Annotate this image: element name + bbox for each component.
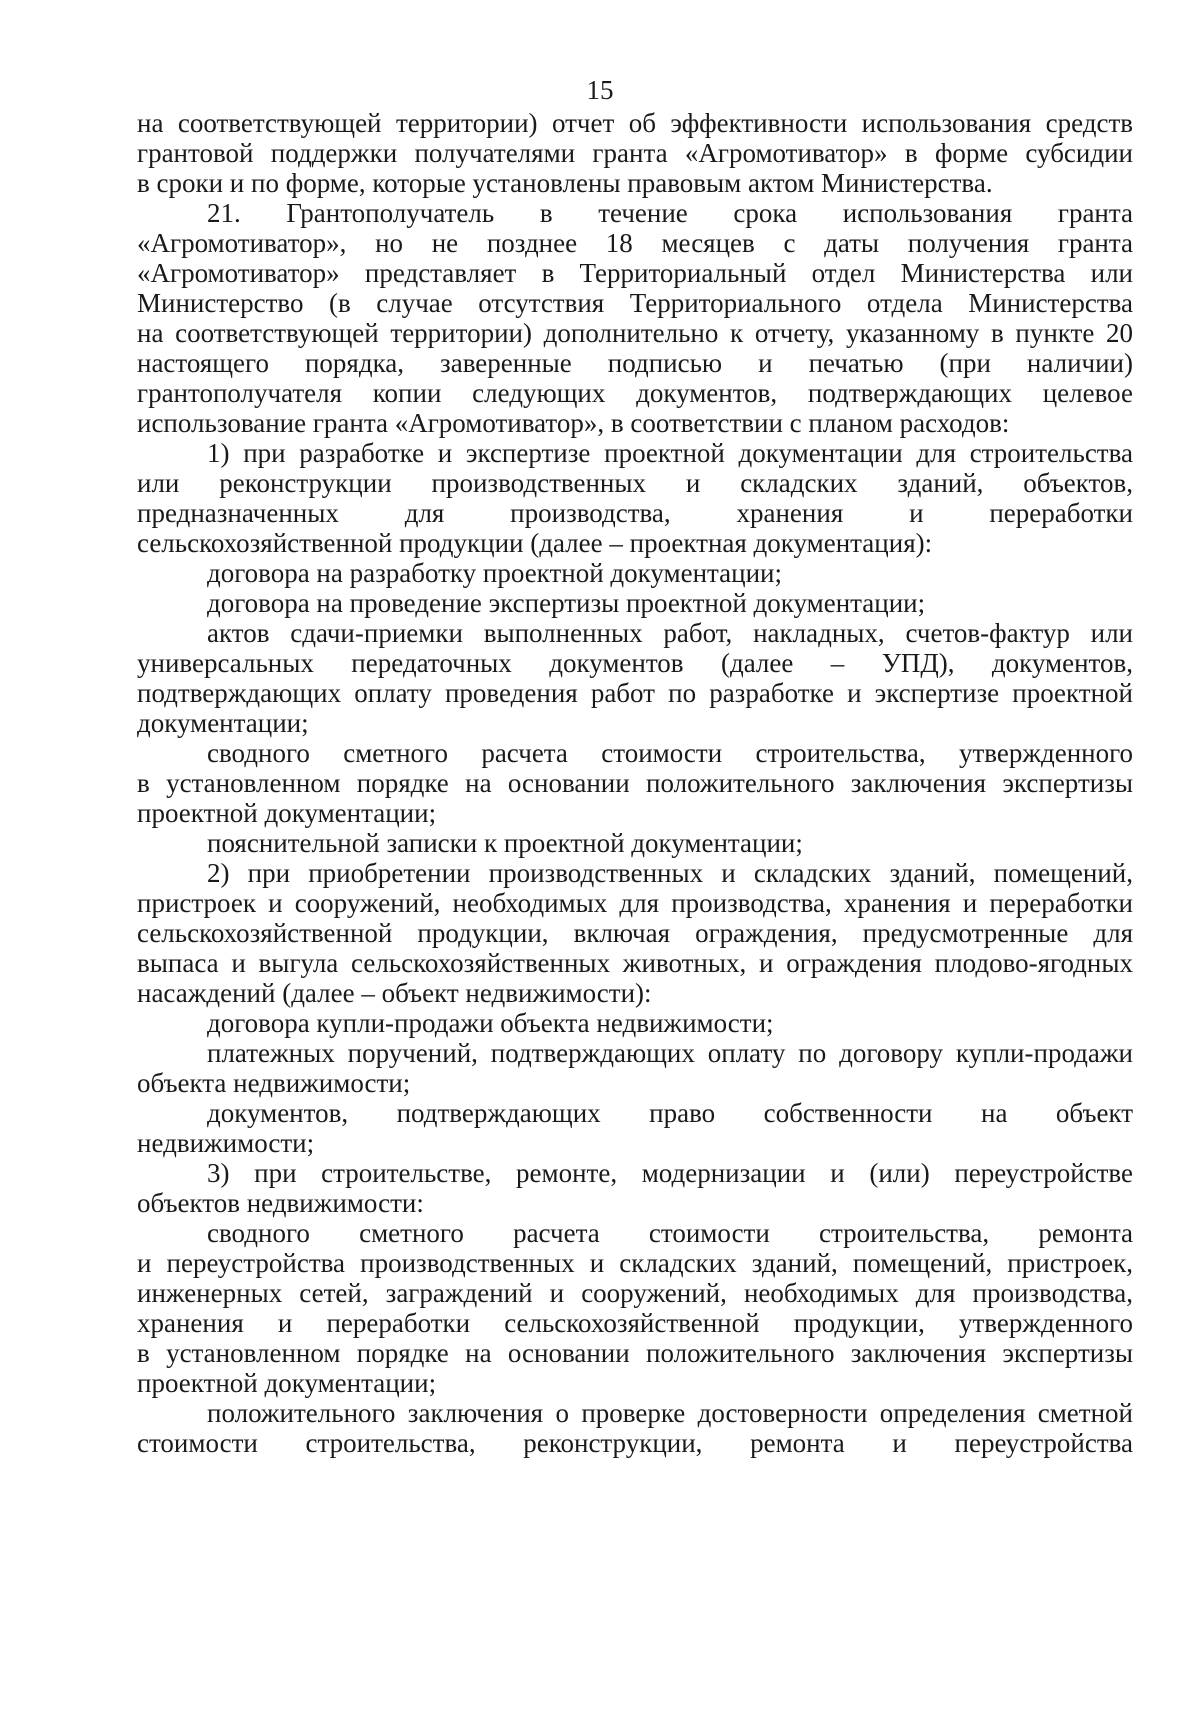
text-line: 3) при строительстве, ремонте, модернизации и (или) переустройстве — [207, 1158, 1133, 1188]
text-line: в установленном порядке на основании положительного заключения экспертизы — [137, 1338, 1133, 1368]
text-line: объекта недвижимости; — [137, 1068, 411, 1098]
text-line: документации; — [137, 708, 309, 738]
text-line: Министерство (в случае отсутствия Территориального отдела Министерства — [137, 288, 1133, 318]
text-line: насаждений (далее – объект недвижимости): — [137, 978, 652, 1008]
text-line: настоящего порядка, заверенные подписью и печатью (при наличии) — [137, 348, 1133, 378]
text-line: подтверждающих оплату проведения работ по разработке и экспертизе проектной — [137, 678, 1133, 708]
text-line: договора на разработку проектной документации; — [207, 558, 782, 588]
text-line: «Агромотиватор» представляет в Территориальный отдел Министерства или — [137, 258, 1133, 288]
text-line: в установленном порядке на основании положительного заключения экспертизы — [137, 768, 1133, 798]
text-line: на соответствующей территории) отчет об эффективности использования средств — [137, 108, 1133, 138]
text-line: проектной документации; — [137, 1368, 437, 1398]
text-line: пристроек и сооружений, необходимых для производства, хранения и переработки — [137, 888, 1133, 918]
text-line: платежных поручений, подтверждающих оплату по договору купли-продажи — [207, 1038, 1133, 1068]
text-line: или реконструкции производственных и складских зданий, объектов, — [137, 468, 1133, 498]
text-line: 1) при разработке и экспертизе проектной документации для строительства — [207, 438, 1133, 468]
text-line: 21. Грантополучатель в течение срока использования гранта — [207, 198, 1133, 228]
text-line: договора купли-продажи объекта недвижимости; — [207, 1008, 774, 1038]
text-line: грантополучателя копии следующих документов, подтверждающих целевое — [137, 378, 1133, 408]
text-line: недвижимости; — [137, 1128, 315, 1158]
text-line: грантовой поддержки получателями гранта «Агромотиватор» в форме субсидии — [137, 138, 1133, 168]
text-line: сельскохозяйственной продукции (далее – проектная документация): — [137, 528, 933, 558]
text-line: 2) при приобретении производственных и складских зданий, помещений, — [207, 858, 1133, 888]
text-line: выпаса и выгула сельскохозяйственных животных, и ограждения плодово-ягодных — [137, 948, 1133, 978]
text-line: сводного сметного расчета стоимости строительства, ремонта — [207, 1218, 1133, 1248]
page-number: 15 — [586, 75, 614, 105]
text-line: договора на проведение экспертизы проектной документации; — [207, 588, 926, 618]
text-line: сельскохозяйственной продукции, включая ограждения, предусмотренные для — [137, 918, 1133, 948]
text-line: на соответствующей территории) дополнительно к отчету, указанному в пункте 20 — [137, 318, 1133, 348]
text-line: инженерных сетей, заграждений и сооружений, необходимых для производства, — [137, 1278, 1133, 1308]
text-line: сводного сметного расчета стоимости строительства, утвержденного — [207, 738, 1133, 768]
text-line: проектной документации; — [137, 798, 437, 828]
text-line: универсальных передаточных документов (далее – УПД), документов, — [137, 648, 1133, 678]
text-line: предназначенных для производства, хранения и переработки — [137, 498, 1133, 528]
text-line: объектов недвижимости: — [137, 1188, 424, 1218]
text-line: пояснительной записки к проектной документации; — [207, 828, 803, 858]
text-line: «Агромотиватор», но не позднее 18 месяцев с даты получения гранта — [137, 228, 1133, 258]
text-line: положительного заключения о проверке достоверности определения сметной — [207, 1398, 1133, 1428]
text-line: актов сдачи-приемки выполненных работ, накладных, счетов-фактур или — [207, 618, 1133, 648]
text-line: документов, подтверждающих право собственности на объект — [207, 1098, 1133, 1128]
text-line: использование гранта «Агромотиватор», в соответствии с планом расходов: — [137, 408, 1010, 438]
text-line: и переустройства производственных и складских зданий, помещений, пристроек, — [137, 1248, 1133, 1278]
text-line: в сроки и по форме, которые установлены правовым актом Министерства. — [137, 168, 993, 198]
text-line: стоимости строительства, реконструкции, ремонта и переустройства — [137, 1428, 1133, 1458]
text-line: хранения и переработки сельскохозяйственной продукции, утвержденного — [137, 1308, 1133, 1338]
